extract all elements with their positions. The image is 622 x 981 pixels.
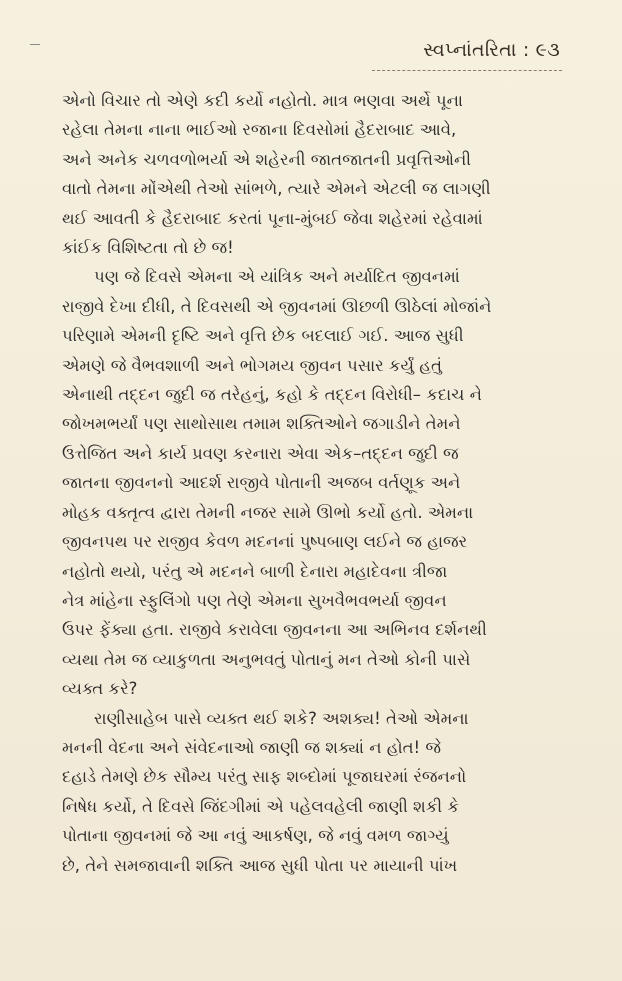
text-line: રાજીવે દેખા દીધી, તે દિવસથી એ જીવનમાં ઊછળી ઊઠેલાં મોજાંને xyxy=(62,296,492,316)
text-line: રહેલા તેમના નાના ભાઈઓ રજાના દિવસોમાં હૈદરાબાદ આવે, xyxy=(62,120,457,140)
running-header: સ્વપ્નાંતરિતા : ૯૩ xyxy=(423,39,560,61)
text-line: જીવનપથ પર રાજીવ કેવળ મદનનાં પુષ્પબાણ લઈને જ હાજર xyxy=(62,532,468,552)
text-line: એમણે જે વૈભવશાળી અને ભોગમય જીવન પસાર કર્યું હતું xyxy=(62,355,442,375)
body-text xyxy=(62,86,572,880)
text-line: પરિણામે એમની દૃષ્ટિ અને વૃત્તિ છેક બદલાઈ ગઈ. આજ સુધી xyxy=(62,326,464,346)
text-line: થઈ આવતી કે હૈદરાબાદ કરતાં પૂના-મુંબઈ જેવા શહેરમાં રહેવામાં xyxy=(62,208,483,228)
text-line: વ્યક્ત કરે? xyxy=(62,679,138,699)
text-line: દહાડે તેમણે છેક સૌમ્ય પરંતુ સાફ શબ્દોમાં પૂજાઘરમાં રંજનનો xyxy=(62,767,467,787)
text-line: નેત્ર માંહેના સ્ફુલિંગો પણ તેણે એમના સુખવૈભવભર્યા જીવન xyxy=(62,590,447,610)
text-line: નિષેધ કર્યો, તે દિવસે જિંદગીમાં એ પહેલવહેલી જાણી શકી કે xyxy=(62,796,460,816)
text-line: કાંઈક વિશિષ્ટતા તો છે જ! xyxy=(62,238,234,258)
text-line: નહોતો થયો, પરંતુ એ મદનને બાળી દેનારા મહાદેવના ત્રીજા xyxy=(62,561,448,581)
corner-mark xyxy=(30,44,40,45)
header-rule xyxy=(372,70,562,71)
text-line: ઉત્તેજિત અને કાર્ય પ્રવણ કરનારા એવા એક–તદ્દન જુદી જ xyxy=(62,443,459,463)
text-line: મનની વેદના અને સંવેદનાઓ જાણી જ શક્યાં ન હોત! જે xyxy=(62,737,442,757)
text-line: રાણીસાહેબ પાસે વ્યક્ત થઈ શકે? અશક્ય! તેઓ એમના xyxy=(94,708,469,728)
text-line: પોતાના જીવનમાં જે આ નવું આકર્ષણ, જે નવું વમળ જાગ્યું xyxy=(62,826,449,846)
text-line: એનો વિચાર તો એણે કદી કર્યો નહોતો. માત્ર ભણવા અર્થે પૂના xyxy=(62,91,463,110)
text-line: વાતો તેમના મોંએથી તેઓ સાંભળે, ત્યારે એમને એટલી જ લાગણી xyxy=(62,179,491,199)
text-line: અને અનેક ચળવળોભર્યા એ શહેરની જાતજાતની પ્રવૃત્તિઓની xyxy=(62,149,472,169)
text-line: ઉપર ફેંક્યા હતા. રાજીવે કરાવેલા જીવનના આ અભિનવ દર્શનથી xyxy=(62,620,487,640)
text-line: છે, તેને સમજાવાની શક્તિ આજ સુધી પોતા પર માયાની પાંખ xyxy=(62,855,458,875)
text-line: મોહક વક્તૃત્વ દ્વારા તેમની નજર સામે ઊભો કર્યો હતો. એમના xyxy=(62,502,474,522)
text-line: વ્યથા તેમ જ વ્યાકુળતા અનુભવતું પોતાનું મન તેઓ કોની પાસે xyxy=(62,649,471,669)
text-line: પણ જે દિવસે એમના એ યાંત્રિક અને મર્યાદિત જીવનમાં xyxy=(94,267,460,287)
text-line: એનાથી તદ્દન જુદી જ તરેહનું, કહો કે તદ્દન વિરોધી– કદાચ ને xyxy=(62,385,482,405)
text-line: જોખમભર્યાં પણ સાથોસાથ તમામ શક્તિઓને જગાડીને તેમને xyxy=(62,414,461,434)
text-line: જાતના જીવનનો આદર્શ રાજીવે પોતાની અજબ વર્તણૂક અને xyxy=(62,473,461,493)
